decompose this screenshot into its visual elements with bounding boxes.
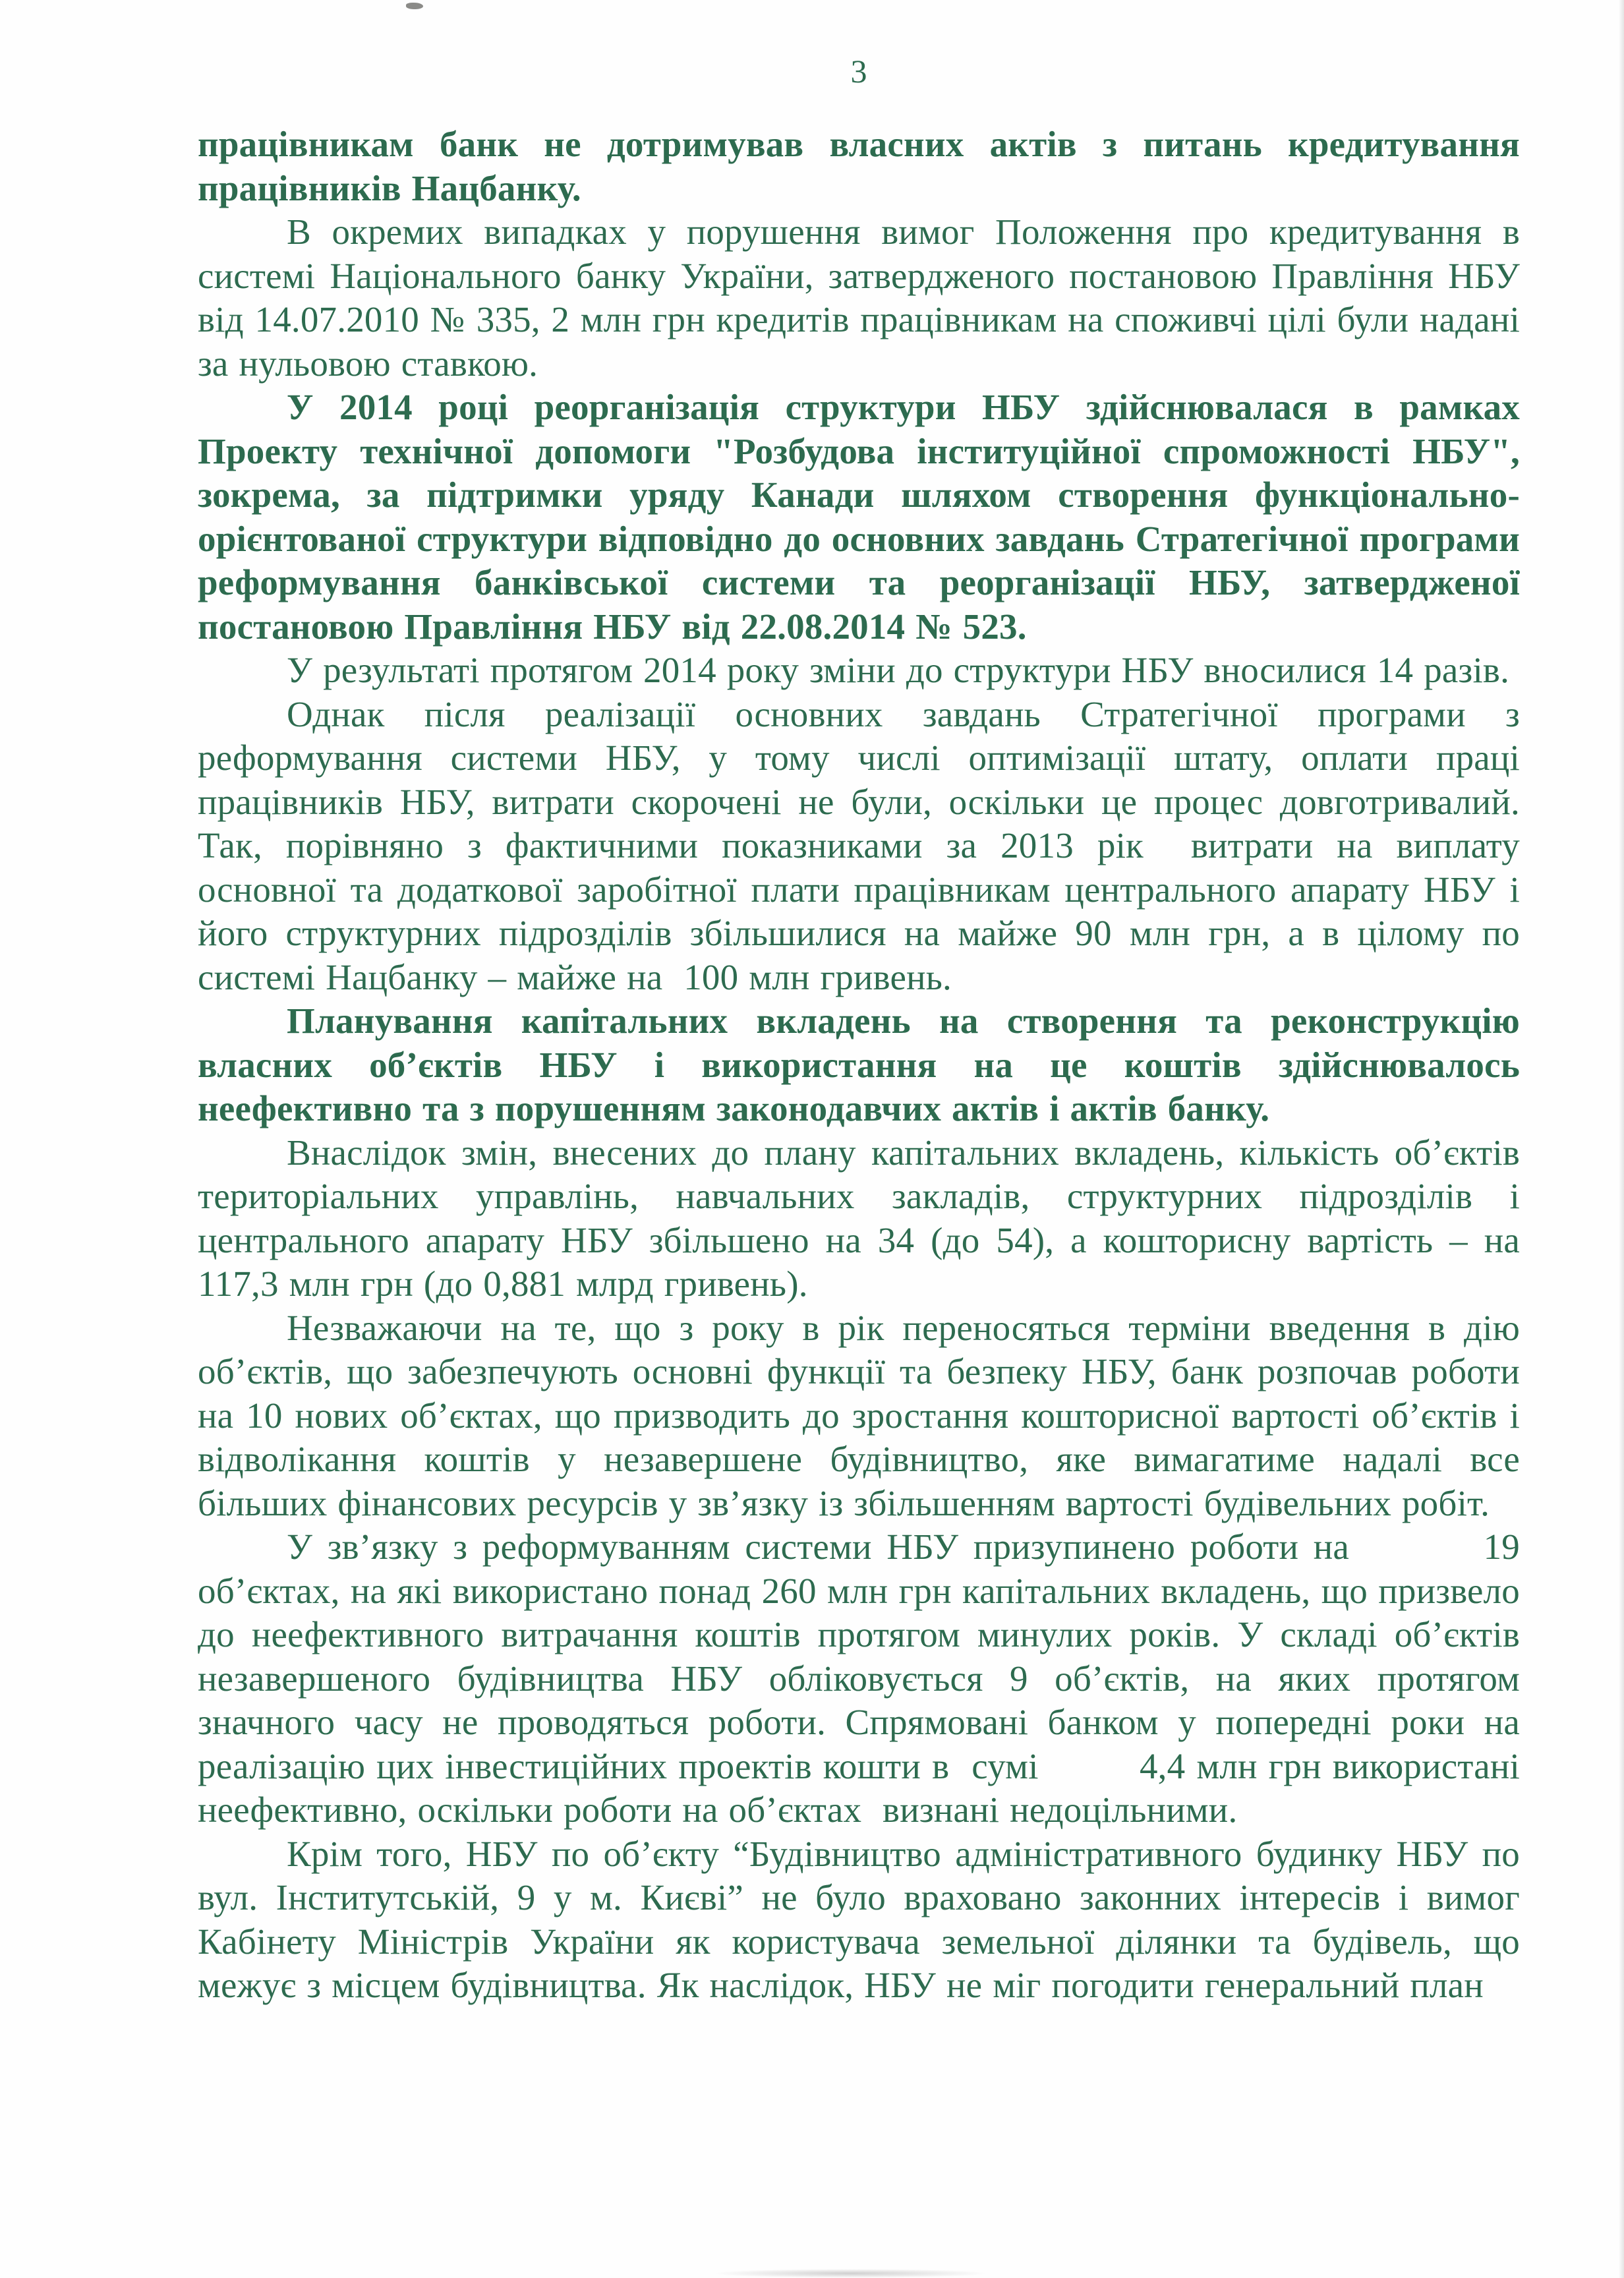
paragraph: У результаті протягом 2014 року зміни до структури НБУ вносилися 14 разів. — [287, 650, 1510, 690]
page-number: 3 — [850, 53, 867, 90]
paragraph: У 2014 році реорганізація структури НБУ здійснювалася в рамках Проекту технічної допомоги "Розбудова інституційної спроможності НБУ", зокрема, за підтримки уряду Канади шляхом створення функціонально-орієнтованої структури відповідно до основних завдань Стратегічної програми реформування банківської системи та реорганізації НБУ, затвердженої постановою Правління НБУ від 22.08.2014 № 523. — [198, 387, 1520, 647]
paragraph: Незважаючи на те, що з року в рік переносяться терміни введення в дію об’єктів, що забезпечують основні функції та безпеку НБУ, банк розпочав роботи на 10 нових об’єктах, що призводить до зростання кошторисної вартості об’єктів і відволікання коштів у незавершене будівництво, яке вимагатиме надалі все більших фінансових ресурсів у зв’язку із збільшенням вартості будівельних робіт. — [198, 1307, 1520, 1523]
paragraph: Внаслідок змін, внесених до плану капітальних вкладень, кількість об’єктів територіальних управлінь, навчальних закладів, структурних підрозділів і центрального апарату НБУ збільшено на 34 (до 54), а кошторисну вартість – на 117,3 млн грн (до 0,881 млрд гривень). — [198, 1132, 1520, 1304]
paragraph: У зв’язку з реформуванням системи НБУ призупинено роботи на 19 об’єктах, на які використано понад 260 млн грн капітальних вкладень, що призвело до неефективного витрачання коштів протягом минулих років. У складі об’єктів незавершеного будівництва НБУ обліковується 9 об’єктів, на яких протягом значного часу не проводяться роботи. Спрямовані банком у попередні роки на реалізацію цих інвестиційних проектів кошти в сумі 4,4 млн грн використані неефективно, оскільки роботи на об’єктах визнані недоцільними. — [198, 1527, 1520, 1830]
paragraph: Планування капітальних вкладень на створення та реконструкцію власних об’єктів НБУ і використання на це коштів здійснювалось неефективно та з порушенням законодавчих актів і актів банку. — [198, 1001, 1520, 1128]
scan-speck — [406, 3, 423, 9]
paragraph: Крім того, НБУ по об’єкту “Будівництво адміністративного будинку НБУ по вул. Інститутській, 9 у м. Києві” не було враховано законних інтересів і вимог Кабінету Міністрів України як користувача земельної ділянки та будівель, що межує з місцем будівництва. Як наслідок, НБУ не міг погодити генеральний план — [198, 1833, 1520, 2005]
document-body — [198, 123, 1520, 2008]
scan-smudge — [712, 2269, 989, 2278]
paragraph: Однак після реалізації основних завдань Стратегічної програми з реформування системи НБУ, у тому числі оптимізації штату, оплати праці працівників НБУ, витрати скорочені не були, оскільки це процес довготривалий. Так, порівняно з фактичними показниками за 2013 рік витрати на виплату основної та додаткової заробітної плати працівникам центрального апарату НБУ і його структурних підрозділів збільшилися на майже 90 млн грн, а в цілому по системі Нацбанку – майже на 100 млн гривень. — [198, 693, 1520, 997]
paragraph: працівникам банк не дотримував власних актів з питань кредитування працівників Нацбанку. — [198, 124, 1520, 208]
paragraph: В окремих випадках у порушення вимог Положення про кредитування в системі Національного банку України, затвердженого постановою Правління НБУ від 14.07.2010 № 335, 2 млн грн кредитів працівникам на споживчі цілі були надані за нульовою ставкою. — [198, 212, 1520, 384]
scan-edge-shadow — [1619, 0, 1624, 2278]
